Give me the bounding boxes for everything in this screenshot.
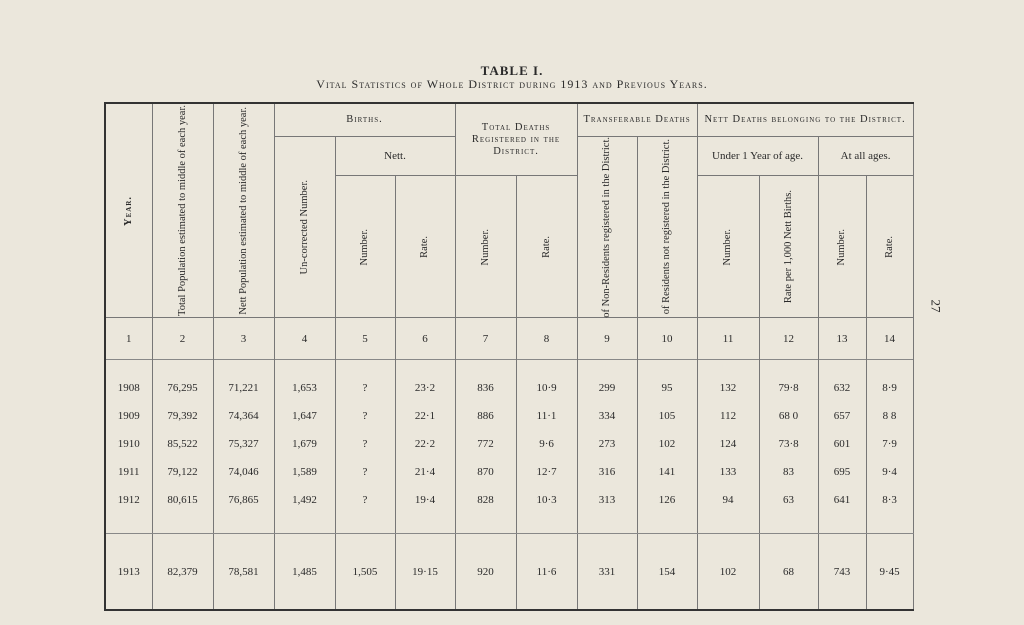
column-number: 13 [818,318,866,360]
column-number-row [105,318,913,360]
table-row-final: 1913 82,379 78,581 1,485 1,505 19·15 920 11·6 331 154 102 68 743 9·45 [105,534,913,610]
header-births-number: Number. [335,176,395,318]
column-number: 3 [213,318,274,360]
table-row: 1910 85,522 75,327 1,679 ? 22·2 772 9·6 273 102 124 73·8 601 7·9 [105,430,913,458]
table-row: 1908 76,295 71,221 1,653 ? 23·2 836 10·9 299 95 132 79·8 632 8·9 [105,374,913,402]
header-total-population: Total Population estimated to middle of each year. [152,103,213,318]
column-number: 5 [335,318,395,360]
header-total-deaths: Total Deaths Registered in the District. [455,103,577,176]
header-non-residents: of Non-Residents registered in the District. [577,136,637,318]
table-row: 1909 79,392 74,364 1,647 ? 22·1 886 11·1 334 105 112 68 0 657 8 8 [105,402,913,430]
header-all-ages-rate: Rate. [866,176,913,318]
header-all-ages-number: Number. [818,176,866,318]
column-number: 2 [152,318,213,360]
table-title: TABLE I. [480,63,544,78]
header-births: Births. [274,103,455,136]
page-number: 27 [928,299,944,313]
column-number: 11 [697,318,759,360]
column-number: 10 [637,318,697,360]
header-residents-not-registered: of Residents not registered in the District. [637,136,697,318]
column-number: 4 [274,318,335,360]
header-nett-deaths: Nett Deaths belonging to the District. [697,103,913,136]
spacer-row [105,514,913,534]
vital-statistics-table [104,102,914,611]
spacer-row [105,360,913,374]
table-row: 1911 79,122 74,046 1,589 ? 21·4 870 12·7 316 141 133 83 695 9·4 [105,458,913,486]
column-number: 7 [455,318,516,360]
header-deaths-rate: Rate. [516,176,577,318]
table-row: 1912 80,615 76,865 1,492 ? 19·4 828 10·3 313 126 94 63 641 8·3 [105,486,913,514]
header-transferable-deaths: Transferable Deaths [577,103,697,136]
column-number: 12 [759,318,818,360]
header-year: Year. [105,103,152,318]
header-births-rate: Rate. [395,176,455,318]
header-uncorrected-number: Un-corrected Number. [274,136,335,318]
table-subtitle: Vital Statistics of Whole District during 1913 and Previous Years. [316,77,708,91]
column-number: 1 [105,318,152,360]
header-under-1-year: Under 1 Year of age. [697,136,818,176]
column-number: 8 [516,318,577,360]
header-deaths-number: Number. [455,176,516,318]
header-nett: Nett. [335,136,455,176]
column-number: 6 [395,318,455,360]
header-at-all-ages: At all ages. [818,136,913,176]
header-infant-rate: Rate per 1,000 Nett Births. [759,176,818,318]
column-number: 9 [577,318,637,360]
column-number: 14 [866,318,913,360]
header-infant-number: Number. [697,176,759,318]
header-nett-population: Nett Population estimated to middle of each year. [213,103,274,318]
